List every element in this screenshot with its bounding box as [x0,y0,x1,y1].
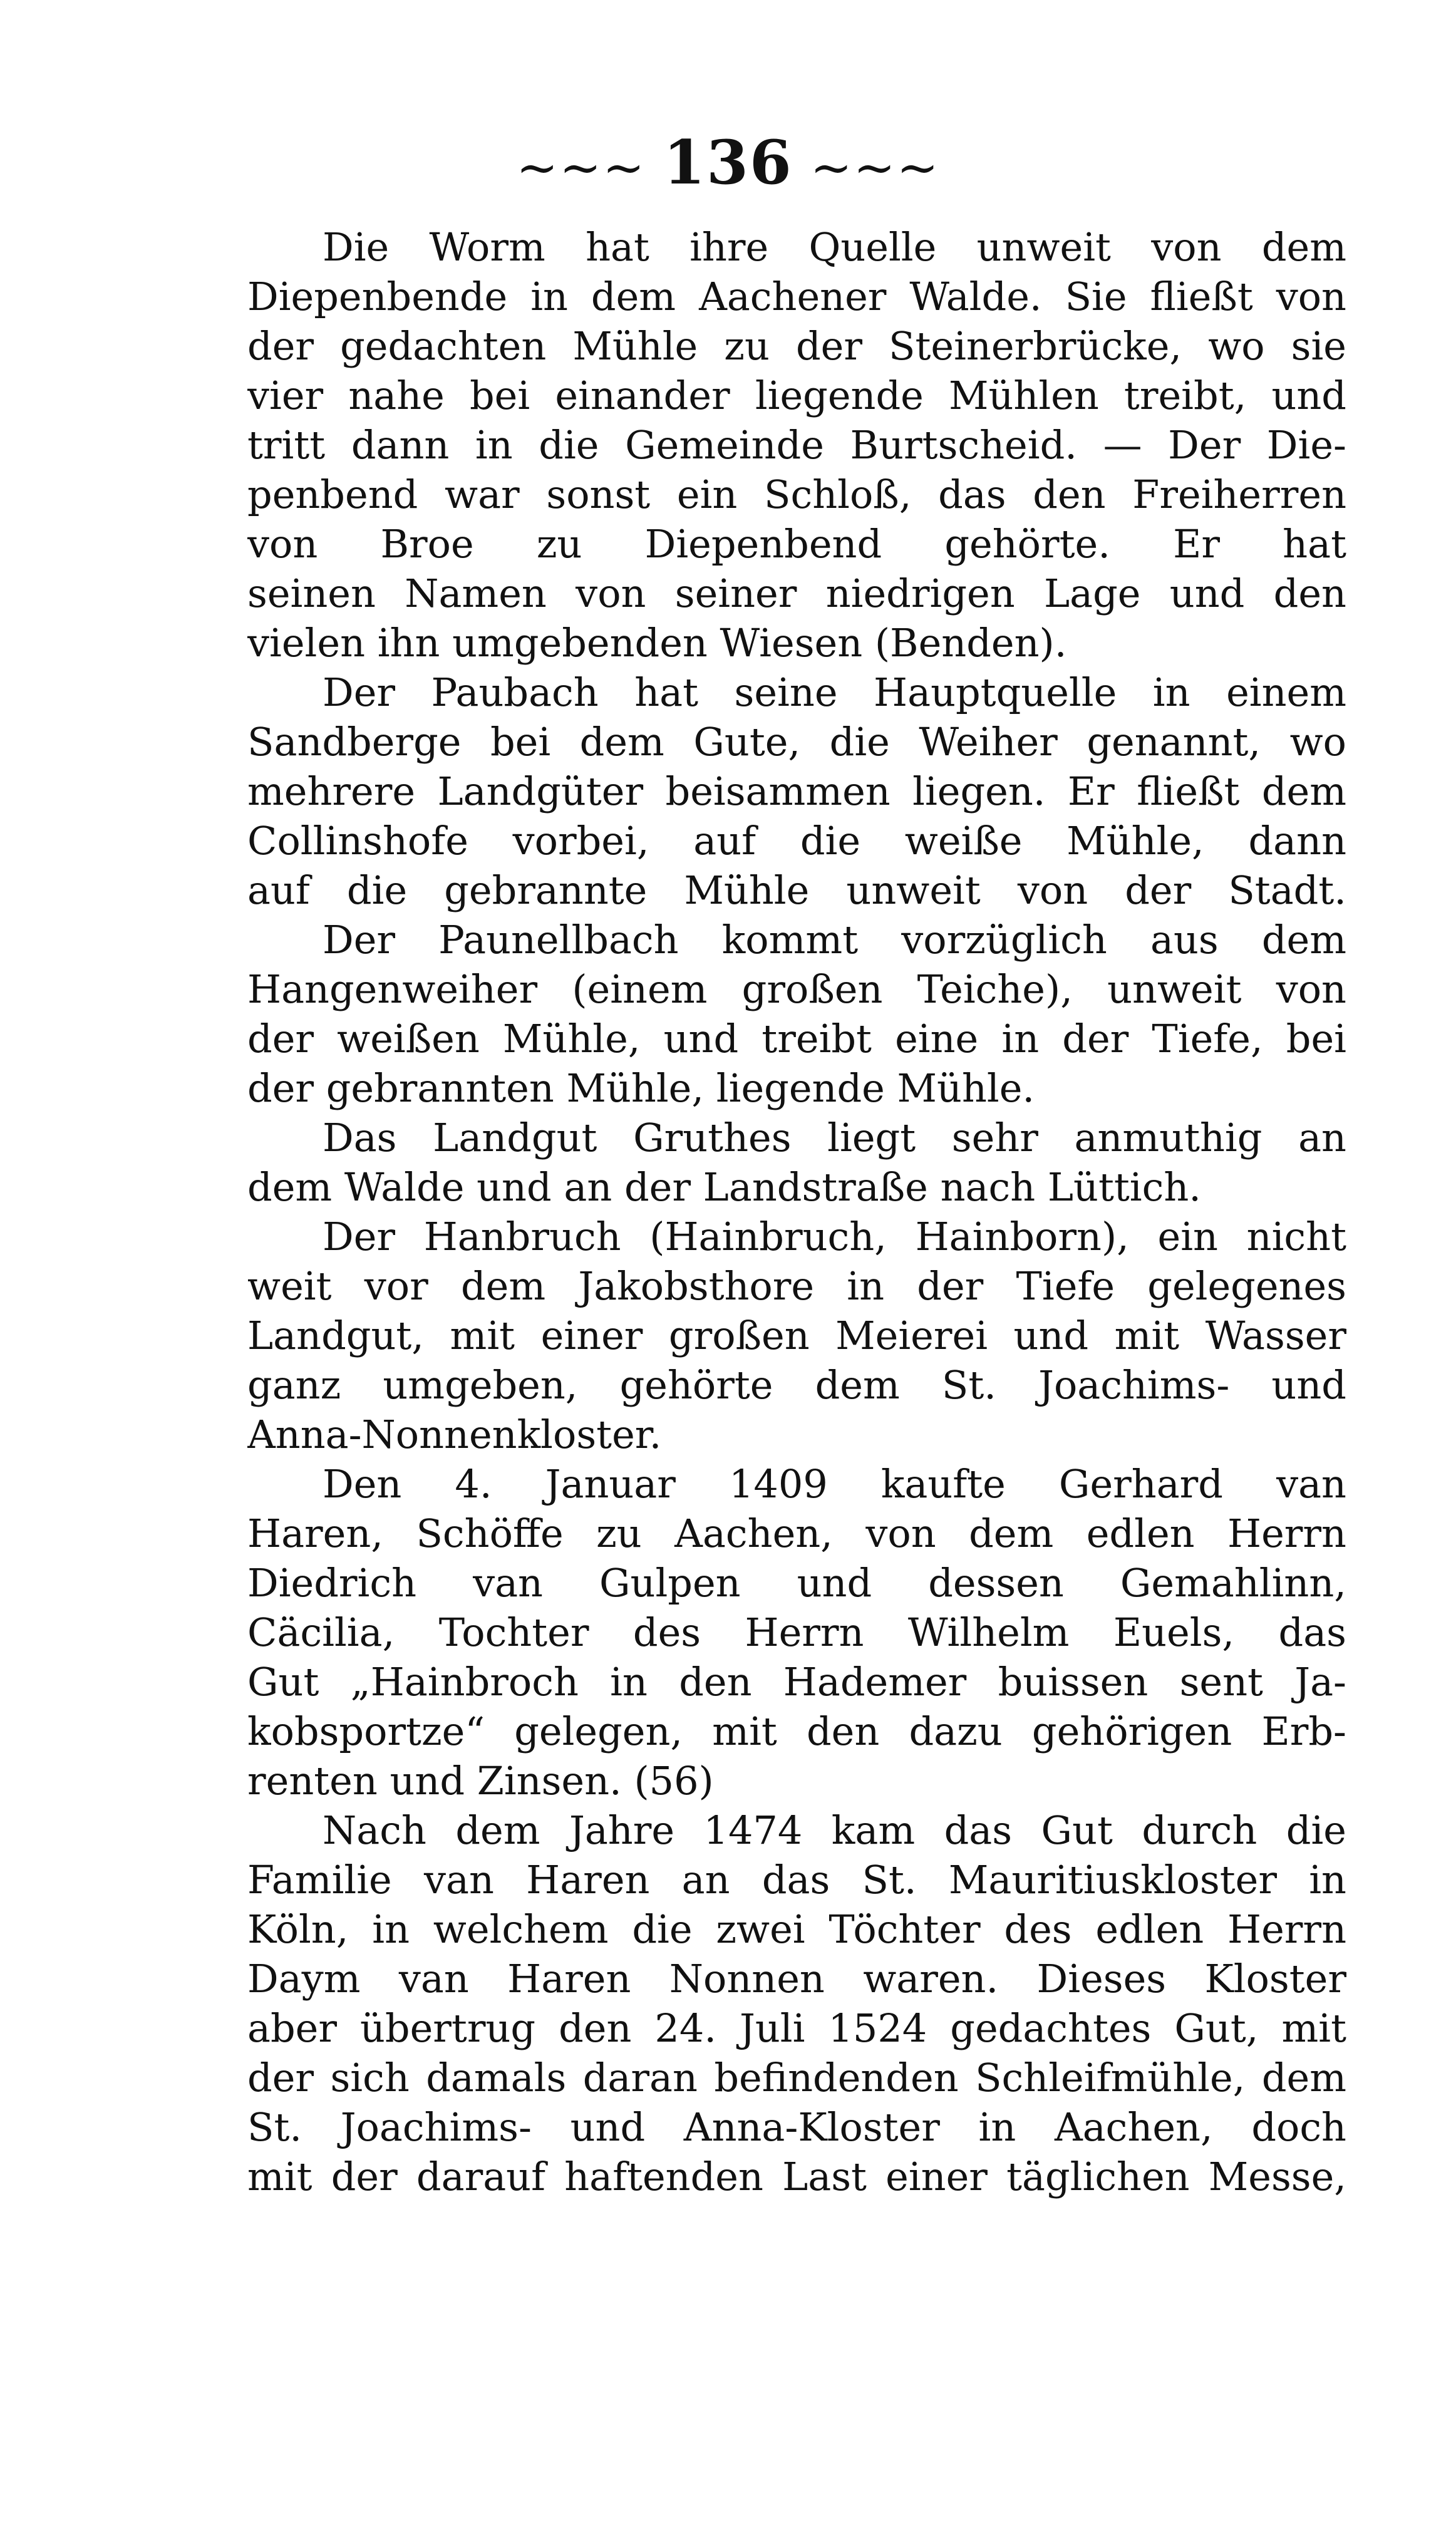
text-line: Daym van Haren Nonnen waren. Dieses Kloster [247,1956,1346,2002]
ornament-left: ~~~ [516,138,646,197]
page-number: 136 [663,127,793,198]
paragraph-start-line: Das Landgut Gruthes liegt sehr anmuthig an [323,1115,1346,1160]
text-line: der gedachten Mühle zu der Steinerbrücke, wo sie [247,323,1346,369]
text-line: renten und Zinsen. (56) [247,1758,714,1804]
text-line: vier nahe bei einander liegende Mühlen treibt, und [247,373,1346,418]
text-line: ganz umgeben, gehörte dem St. Joachims- und [247,1362,1346,1408]
text-line: der weißen Mühle, und treibt eine in der Tiefe, bei [247,1016,1346,1062]
text-line: aber übertrug den 24. Juli 1524 gedachtes Gut, mit [247,2005,1346,2051]
text-line: der sich damals daran befindenden Schleifmühle, dem [247,2055,1346,2101]
text-line: Haren, Schöffe zu Aachen, von dem edlen Herrn [247,1511,1346,1556]
body-text [247,222,1346,2201]
text-line: Diepenbende in dem Aachener Walde. Sie fließt von [247,274,1346,319]
paragraph-start-line: Der Paubach hat seine Hauptquelle in einem [323,669,1346,715]
text-line: Collinshofe vorbei, auf die weiße Mühle, dann [247,818,1346,864]
text-line: Landgut, mit einer großen Meierei und mit Wasser [247,1313,1346,1358]
text-line: mehrere Landgüter beisammen liegen. Er fließt dem [247,768,1346,814]
text-line: vielen ihn umgebenden Wiesen (Benden). [247,620,1067,666]
text-line: penbend war sonst ein Schloß, das den Freiherren [247,472,1346,517]
text-line: Sandberge bei dem Gute, die Weiher genannt, wo [247,719,1346,765]
text-line: St. Joachims- und Anna-Kloster in Aachen, doch [247,2104,1346,2150]
text-line: tritt dann in die Gemeinde Burtscheid. — Der Die- [247,422,1346,468]
paragraph-start-line: Den 4. Januar 1409 kaufte Gerhard van [323,1461,1346,1507]
text-line: Diedrich van Gulpen und dessen Gemahlinn, [247,1560,1346,1606]
text-line: der gebrannten Mühle, liegende Mühle. [247,1065,1035,1111]
text-line: Gut „Hainbroch in den Hademer buissen sent Ja- [247,1659,1346,1705]
text-line: mit der darauf haftenden Last einer täglichen Messe, [247,2154,1346,2199]
text-line: von Broe zu Diepenbend gehörte. Er hat [247,521,1346,567]
paragraph-start-line: Der Paunellbach kommt vorzüglich aus dem [323,917,1346,963]
text-line: Köln, in welchem die zwei Töchter des edlen Herrn [247,1906,1346,1952]
paragraph-start-line: Die Worm hat ihre Quelle unweit von dem [323,224,1346,270]
text-line: Familie van Haren an das St. Mauritiuskloster in [247,1857,1346,1903]
text-line: dem Walde und an der Landstraße nach Lüttich. [247,1164,1201,1210]
text-line: Cäcilia, Tochter des Herrn Wilhelm Euels, das [247,1610,1346,1655]
paragraph-start-line: Nach dem Jahre 1474 kam das Gut durch die [323,1807,1346,1853]
page-header [0,125,1456,205]
text-line: Anna-Nonnenkloster. [247,1412,662,1457]
paragraph-start-line: Der Hanbruch (Hainbruch, Hainborn), ein nicht [323,1214,1346,1259]
text-line: Hangenweiher (einem großen Teiche), unweit von [247,966,1346,1012]
text-line: kobsportze“ gelegen, mit den dazu gehörigen Erb- [247,1708,1346,1754]
ornament-right: ~~~ [810,138,940,197]
text-line: seinen Namen von seiner niedrigen Lage und den [247,571,1346,616]
text-line: auf die gebrannte Mühle unweit von der Stadt. [247,867,1346,913]
text-line: weit vor dem Jakobsthore in der Tiefe gelegenes [247,1263,1346,1309]
